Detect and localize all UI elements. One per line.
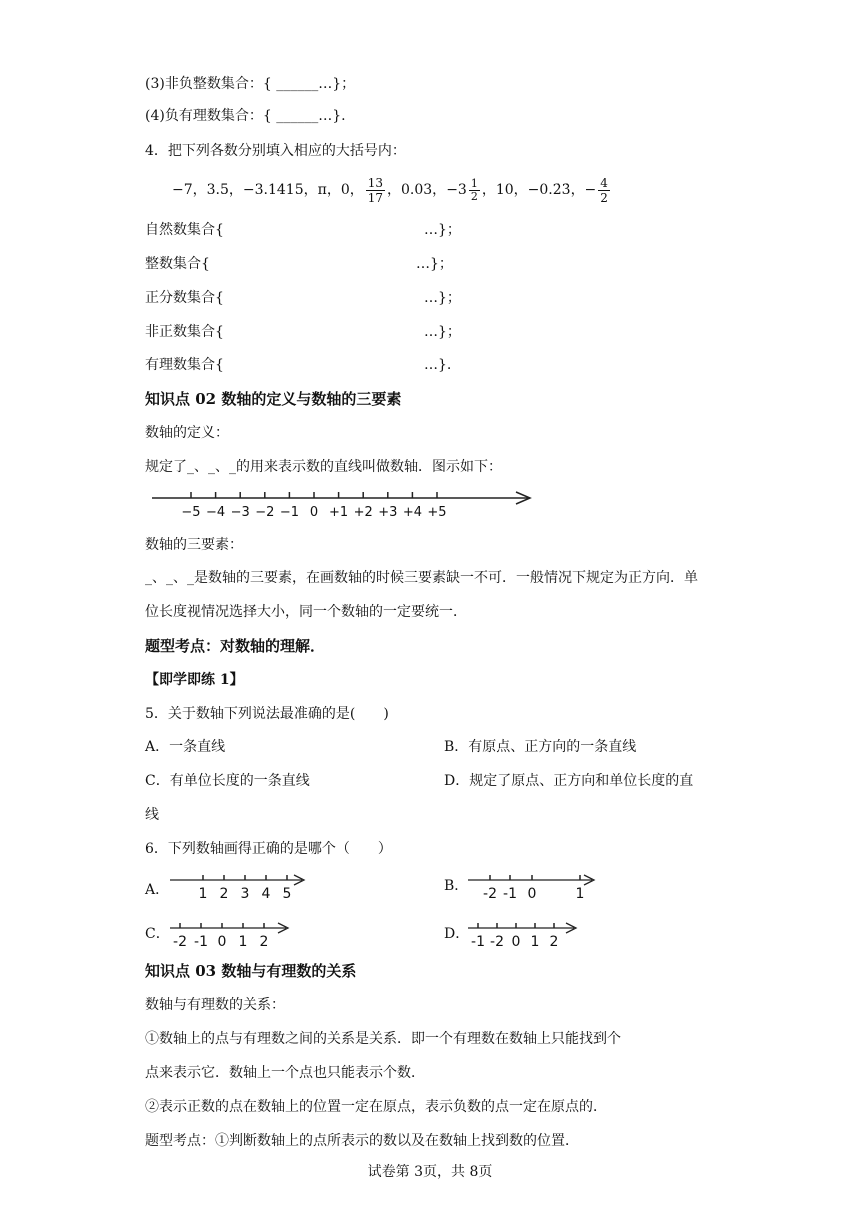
option-c-tick-label: 2: [259, 934, 269, 950]
fraction-13-17: [366, 176, 385, 205]
section-03-para-1a: ①数轴上的点与有理数之间的关系是关系．即一个有理数在数轴上只能找到个: [145, 1031, 621, 1047]
main-axis-tick-label: −5: [181, 505, 201, 520]
option-a-tick-label: 2: [219, 886, 229, 902]
option-d-tick-label: 0: [511, 934, 521, 950]
main-axis-tick-label: −3: [230, 505, 250, 520]
number-line-figure: [148, 486, 538, 520]
option-d-tick-label: -2: [490, 934, 504, 950]
option-b-tick-label: -1: [503, 886, 517, 902]
fraction-denominator: 2: [470, 189, 478, 203]
question-5-option-d[interactable]: D．规定了原点、正方向和单位长度的直: [444, 773, 694, 789]
question-6-option-c-label[interactable]: C．: [145, 926, 170, 942]
option-a-tick-label: 3: [240, 886, 250, 902]
option-b-number-line[interactable]: [466, 872, 600, 902]
set-natural-label: 自然数集合{: [145, 222, 224, 238]
section-03-para-3: 题型考点：①判断数轴上的点所表示的数以及在数轴上找到数的位置．: [145, 1133, 579, 1149]
question-4-numbers: [172, 172, 612, 208]
three-elements-title: 数轴的三要素：: [145, 537, 243, 553]
question-5-option-a[interactable]: A．一条直线: [145, 739, 226, 755]
question-5-stem: 5．关于数轴下列说法最准确的是( ): [145, 706, 389, 722]
set-integer-end: …}；: [416, 256, 453, 272]
option-b-tick-label: 1: [575, 886, 585, 902]
main-axis-tick-label: +4: [402, 505, 422, 520]
mixed-fraction: [469, 178, 480, 203]
option-a-tick-label: 5: [282, 886, 292, 902]
fraction-denominator: 2: [600, 190, 608, 205]
mixed-whole: −3: [446, 182, 467, 198]
main-axis-tick-label: +5: [427, 505, 447, 520]
option-a-tick-label: 1: [198, 886, 208, 902]
question-6-stem: 6．下列数轴画得正确的是哪个（ ）: [145, 841, 392, 857]
main-axis-tick-label: +3: [378, 505, 398, 520]
set-item-4: (4)负有理数集合：{ ______…}.: [145, 108, 346, 124]
fraction-4-2: [598, 176, 610, 205]
three-elements-text-2: 位长度视情况选择大小，同一个数轴的一定要统一．: [145, 604, 467, 620]
section-03-para-2: ②表示正数的点在数轴上的位置一定在原点，表示负数的点一定在原点的．: [145, 1099, 607, 1115]
mixed-number: [446, 172, 482, 208]
question-6-option-a-label[interactable]: A．: [145, 882, 170, 898]
practice-heading: 【即学即练 1】: [145, 672, 244, 688]
set-positive-fraction-label: 正分数集合{: [145, 290, 224, 306]
type-point-heading: 题型考点：对数轴的理解．: [145, 637, 326, 655]
section-02-heading: 知识点 02 数轴的定义与数轴的三要素: [145, 390, 402, 408]
repeating-decimal: −0.2̇3̇: [527, 182, 571, 198]
option-a-number-line[interactable]: [168, 872, 310, 902]
option-b-tick-label: 0: [527, 886, 537, 902]
section-03-title: 数轴与有理数的关系：: [145, 997, 285, 1013]
option-d-tick-label: -1: [471, 934, 485, 950]
main-axis-tick-label: +2: [353, 505, 373, 520]
set-item-3: (3)非负整数集合：{ ______…}；: [145, 76, 356, 92]
option-d-number-line[interactable]: [466, 920, 582, 950]
axis-definition-text: 规定了_、_、_的用来表示数的直线叫做数轴．图示如下：: [145, 459, 502, 475]
question-5-option-c[interactable]: C．有单位长度的一条直线: [145, 773, 310, 789]
option-d-tick-label: 2: [549, 934, 559, 950]
option-c-tick-label: -2: [173, 934, 187, 950]
set-integer-label: 整数集合{: [145, 256, 210, 272]
set-rational-end: …}.: [424, 357, 452, 373]
option-c-tick-label: 1: [238, 934, 248, 950]
set-natural-end: …}；: [424, 222, 461, 238]
main-axis-tick-label: 0: [309, 505, 319, 520]
numbers-part-b: ，0.03，: [387, 182, 447, 198]
question-6-option-b-label[interactable]: B．: [444, 878, 469, 894]
option-b-tick-label: -2: [483, 886, 497, 902]
numbers-part-a: −7，3.5，−3.1415，π，0，: [172, 182, 364, 198]
set-non-positive-label: 非正数集合{: [145, 324, 224, 340]
option-c-number-line[interactable]: [168, 920, 294, 950]
option-a-tick-label: 4: [261, 886, 271, 902]
main-axis-tick-label: +1: [329, 505, 349, 520]
option-d-tick-label: 1: [530, 934, 540, 950]
option-c-tick-label: 0: [217, 934, 227, 950]
question-6-option-d-label[interactable]: D．: [444, 926, 470, 942]
numbers-part-d: ，−: [570, 182, 597, 198]
page-footer: 试卷第 3页，共 8页: [367, 1164, 493, 1180]
axis-definition-title: 数轴的定义：: [145, 425, 229, 441]
fraction-denominator: 17: [367, 190, 384, 205]
section-03-heading: 知识点 03 数轴与有理数的关系: [145, 962, 357, 980]
main-axis-tick-label: −4: [206, 505, 226, 520]
fraction-numerator: 13: [367, 175, 384, 190]
set-positive-fraction-end: …}；: [424, 290, 461, 306]
option-c-tick-label: -1: [194, 934, 208, 950]
question-4-stem: 4．把下列各数分别填入相应的大括号内：: [145, 143, 406, 159]
fraction-numerator: 1: [470, 176, 478, 190]
section-03-para-1b: 点来表示它．数轴上一个点也只能表示个数．: [145, 1065, 425, 1081]
main-axis-tick-label: −2: [255, 505, 275, 520]
set-non-positive-end: …}；: [424, 324, 461, 340]
numbers-part-c: ，10，: [481, 182, 528, 198]
question-5-option-d-cont: 线: [145, 807, 159, 823]
set-rational-label: 有理数集合{: [145, 357, 224, 373]
three-elements-text-1: _、_、_是数轴的三要素，在画数轴的时候三要素缺一不可．一般情况下规定为正方向．单: [145, 570, 698, 586]
fraction-numerator: 4: [600, 175, 608, 190]
question-5-option-b[interactable]: B．有原点、正方向的一条直线: [444, 739, 637, 755]
main-axis-tick-label: −1: [279, 505, 299, 520]
